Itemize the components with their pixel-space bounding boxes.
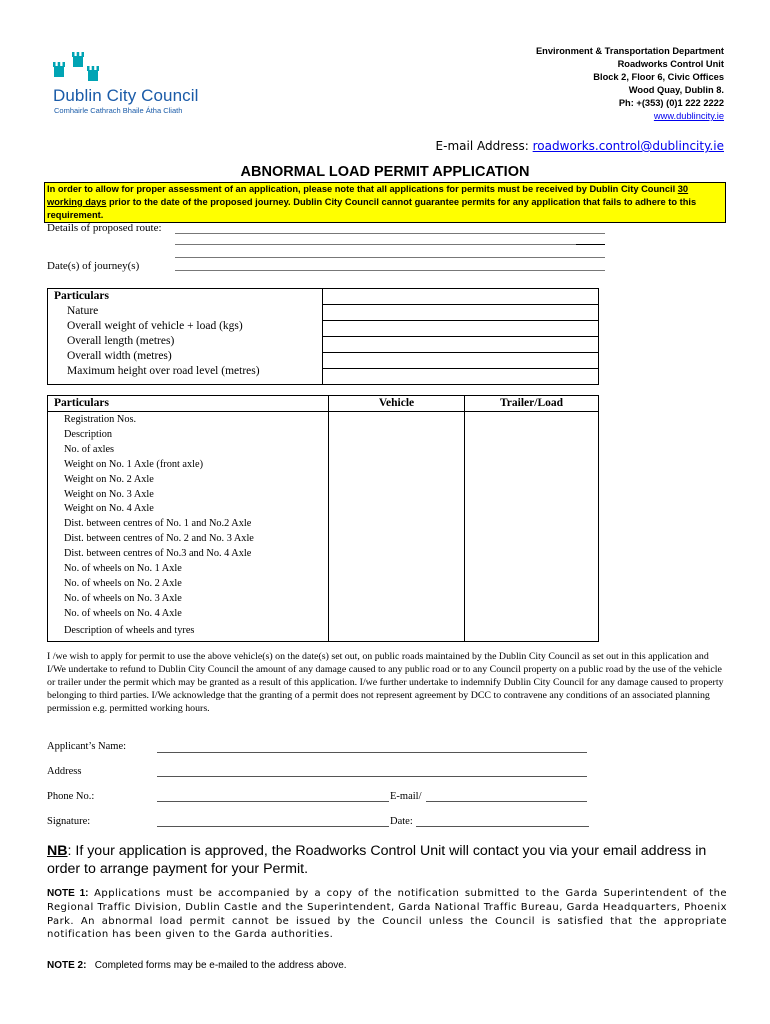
table2-row-label: Description [64,428,113,440]
dublin-city-council-logo-icon [52,50,112,86]
table2-header-particulars: Particulars [48,396,329,412]
table2-header-trailer: Trailer/Load [465,396,599,412]
note-2-label: NOTE 2: [47,960,87,971]
table2-row-label: Weight on No. 4 Axle [64,503,154,515]
table2-row-label: Dist. between centres of No. 1 and No.2 Axle [64,518,252,530]
logo-subtitle: Comhairle Cathrach Bhaile Átha Cliath [54,106,183,115]
route-field-line-3[interactable] [175,257,605,258]
table2-row-label: Weight on No. 2 Axle [64,473,154,485]
email-line [436,139,724,153]
route-field-line-1[interactable] [175,233,605,234]
value-cell[interactable] [323,337,598,353]
dates-field-line[interactable] [175,270,605,271]
table2-row-label: Description of wheels and tyres [64,624,195,636]
table1-row-label: Overall width (metres) [67,350,172,362]
table1-row-label: Overall length (metres) [67,335,175,347]
nb-label: NB [47,843,68,859]
address-line-1: Block 2, Floor 6, Civic Offices [593,72,724,82]
notice-emphasis: 30 working days [47,184,689,207]
table1-header: Particulars [54,290,109,302]
date-field[interactable] [416,826,589,827]
declaration-text: I /we wish to apply for permit to use the above vehicle(s) on the date(s) set out, on public roads maintained by the Dublin City Council as set out in this application and I/We undertake to refund to Dublin City Council the amount of any damage caused to any public road or to any Council property on a public road by the use of the vehicle or trailer under the permit which may be granted as a result of this application. I/we further undertake to indemnify Dublin City Council for any damage caused to property belonging to third parties. I/We acknowledge that the granting of a permit does not represent agreement by DCC to contravene any conditions of an associated planning permission e.g. permitted working hours. [47,651,724,714]
table1-row-label: Overall weight of vehicle + load (kgs) [67,320,243,332]
vehicle-table [47,395,599,642]
dept-name: Environment & Transportation Department [535,46,724,56]
value-cell[interactable] [323,305,598,321]
route-label: Details of proposed route: [47,222,162,234]
table2-row-label: Dist. between centres of No. 2 and No. 3 Axle [64,533,254,545]
email-form-label: E-mail/ [390,791,422,802]
table2-row-label: Weight on No. 1 Axle (front axle) [64,458,204,470]
notice-text-1: In order to allow for proper assessment of an application, please note that all applications for permits must be received by Dublin City Council [47,184,678,194]
address-field[interactable] [157,776,587,777]
value-cell[interactable] [323,353,598,369]
particulars-table [47,288,599,385]
values-column [323,289,599,385]
logo-title: Dublin City Council [53,86,199,105]
table2-row-label: No. of wheels on No. 2 Axle [64,577,182,589]
table2-labels [48,412,329,642]
table1-row-label: Maximum height over road level (metres) [67,365,260,377]
value-cell[interactable] [323,369,598,384]
particulars-cell [48,289,323,385]
table2-row-label: No. of wheels on No. 1 Axle [64,563,182,575]
address-block [536,45,724,123]
page-title: ABNORMAL LOAD PERMIT APPLICATION [240,164,530,180]
table2-header-vehicle: Vehicle [329,396,465,412]
signature-label: Signature: [47,816,91,827]
applicant-name-label: Applicant’s Name: [47,741,127,752]
phone-number: Ph: +(353) (0)1 222 2222 [618,98,724,108]
trailer-value-column[interactable] [465,412,599,642]
table2-row-label: No. of axles [64,443,115,455]
note-2-text: Completed forms may be e-mailed to the address above. [94,960,347,971]
value-cell[interactable] [323,321,598,337]
email-field[interactable] [426,801,587,802]
email-label: E-mail Address: [435,139,533,153]
notice-text-2: prior to the date of the proposed journey. Dublin City Council cannot guarantee permits for any application that fails to adhere to this requirement. [47,197,697,220]
value-cell[interactable] [323,289,598,305]
address-line-2: Wood Quay, Dublin 8. [628,85,724,95]
date-label: Date: [390,816,413,827]
phone-field[interactable] [157,801,389,802]
route-field-line-end [576,244,605,245]
note-1 [47,887,727,942]
dates-label: Date(s) of journey(s) [47,260,140,272]
table2-row-label: Registration Nos. [64,414,137,425]
note-2 [47,959,727,972]
table2-row-label: Dist. between centres of No.3 and No. 4 Axle [64,548,252,560]
route-field-line-2[interactable] [175,244,605,245]
phone-label: Phone No.: [47,791,95,802]
table2-row-label: Weight on No. 3 Axle [64,488,154,500]
vehicle-value-column[interactable] [329,412,465,642]
website-link[interactable]: www.dublincity.ie [653,111,724,121]
table2-row-label: No. of wheels on No. 4 Axle [64,607,182,619]
nb-body: : If your application is approved, the Roadworks Control Unit will contact you via your email address in order to arrange payment for your Permit. [47,843,707,877]
nb-text [47,842,727,878]
signature-field[interactable] [157,826,389,827]
email-link[interactable]: roadworks.control@dublincity.ie [532,139,724,153]
address-label: Address [47,766,82,777]
unit-name: Roadworks Control Unit [617,59,724,69]
applicant-name-field[interactable] [157,752,587,753]
table2-row-label: No. of wheels on No. 3 Axle [64,592,182,604]
note-1-text: Applications must be accompanied by a copy of the notification submitted to the Garda Superintendent of the Regional Traffic Division, Dublin Castle and the Superintendent, Garda National Traffic Bureau, Garda Headquarters, Phoenix Park. An abnormal load permit cannot be issued by the Council unless the Council is satisfied that the appropriate notification has been given to the Garda authorities. [47,888,727,941]
table1-row-label: Nature [67,305,99,317]
notice-box [44,182,726,223]
note-1-label: NOTE 1: [47,888,89,899]
